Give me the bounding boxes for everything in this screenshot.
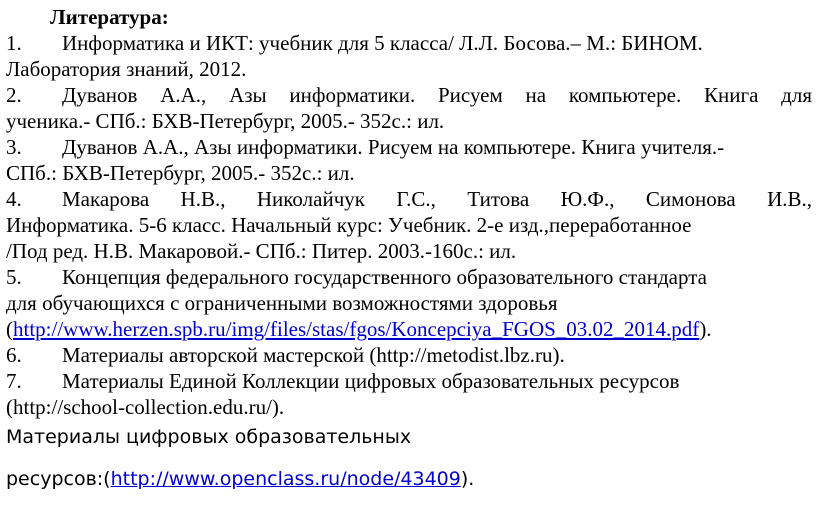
reference-text-continued: Информатика. 5-6 класс. Начальный курс: Учебник. 2-е изд.,переработанное: [6, 213, 692, 237]
reference-text: Макарова Н.В., Николайчук Г.С., Титова Ю.Ф., Симонова И.В.,: [62, 187, 812, 211]
reference-text: Материалы Единой Коллекции цифровых образовательных ресурсов: [62, 369, 680, 393]
reference-text-continued: для обучающихся с ограниченными возможностями здоровья: [6, 291, 558, 315]
reference-text: Дуванов А.А., Азы информатики. Рисуем на компьютере. Книга для: [62, 83, 812, 107]
reference-number: 7.: [6, 369, 22, 393]
reference-item-7: [6, 368, 812, 420]
reference-text-continued: /Под ред. Н.В. Макаровой.- СПб.: Питер. 2003.-160с.: ил.: [6, 239, 517, 263]
reference-number: 2.: [6, 83, 22, 107]
reference-number: 4.: [6, 187, 22, 211]
reference-item-1: [6, 30, 812, 82]
reference-number: 5.: [6, 265, 22, 289]
page-title: Литература:: [50, 5, 169, 29]
reference-number: 3.: [6, 135, 22, 159]
reference-text: Концепция федерального государственного образовательного стандарта: [62, 265, 707, 289]
footer-text-line: Материалы цифровых образовательных: [6, 426, 412, 448]
reference-item-3: [6, 134, 812, 186]
openclass-link[interactable]: http://www.openclass.ru/node/43409: [110, 468, 461, 490]
reference-item-4: [6, 186, 812, 264]
reference-item-2: [6, 82, 812, 134]
fgos-concept-link[interactable]: http://www.herzen.spb.ru/img/files/stas/fgos/Koncepciya_FGOS_03.02_2014.pdf: [13, 317, 700, 341]
reference-text: Материалы авторской мастерской (http://metodist.lbz.ru).: [62, 343, 565, 367]
reference-text: Дуванов А.А., Азы информатики. Рисуем на компьютере. Книга учителя.-: [62, 135, 725, 159]
reference-number: 1.: [6, 31, 22, 55]
footer-link-line: [6, 466, 474, 492]
reference-text-continued: Лаборатория знаний, 2012.: [6, 57, 247, 81]
reference-text: Информатика и ИКТ: учебник для 5 класса/ Л.Л. Босова.– М.: БИНОМ.: [62, 31, 703, 55]
footer-prefix: ресурсов:(: [6, 468, 111, 490]
reference-item-6: [6, 342, 812, 368]
paren-open: (: [6, 317, 13, 341]
footer-suffix: ).: [460, 468, 475, 490]
paren-close: ).: [699, 317, 712, 341]
reference-item-5: [6, 264, 812, 342]
reference-text-continued: СПб.: БХВ-Петербург, 2005.- 352с.: ил.: [6, 161, 355, 185]
reference-text-continued: (http://school-collection.edu.ru/).: [6, 395, 285, 419]
reference-number: 6.: [6, 343, 22, 367]
reference-text-continued: ученика.- СПб.: БХВ-Петербург, 2005.- 352с.: ил.: [6, 109, 445, 133]
